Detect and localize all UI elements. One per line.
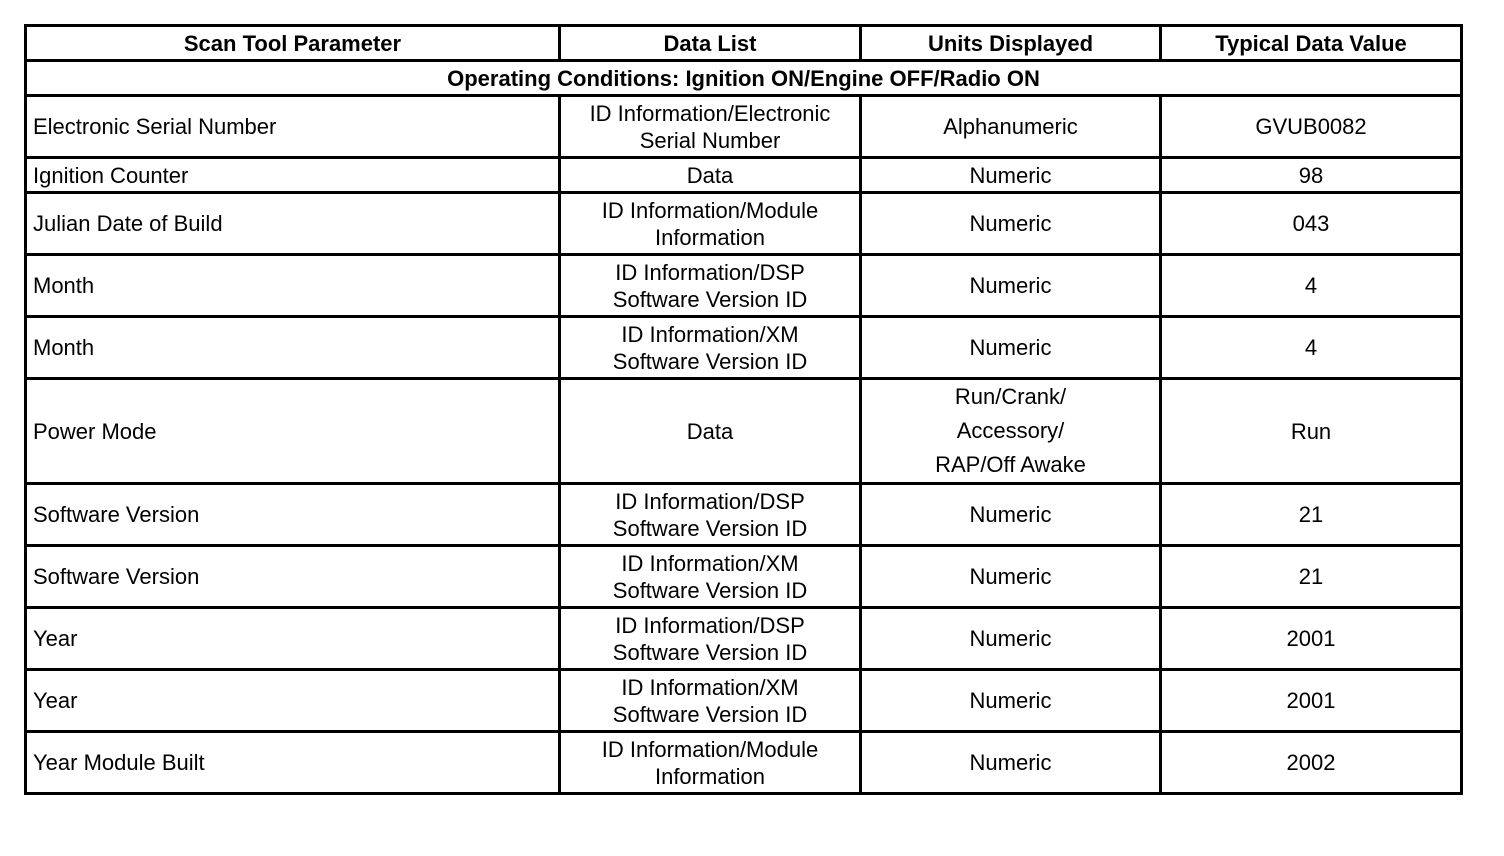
cell-typical-data-value: GVUB0082 — [1161, 96, 1462, 158]
cell-units-displayed — [861, 732, 1161, 794]
data-list-line: Information — [654, 763, 766, 789]
data-list-line: Software Version ID — [612, 515, 808, 541]
data-list-line: ID Information/XM — [621, 674, 799, 700]
table-row — [26, 546, 1462, 608]
table-row — [26, 96, 1462, 158]
units-line: Accessory/ — [956, 418, 1065, 443]
data-list-line: ID Information/Electronic — [589, 100, 831, 126]
table-row — [26, 193, 1462, 255]
cell-scan-tool-parameter: Julian Date of Build — [26, 193, 560, 255]
table-row — [26, 732, 1462, 794]
cell-scan-tool-parameter: Year — [26, 670, 560, 732]
table-row — [26, 158, 1462, 193]
data-list-line: ID Information/XM — [621, 550, 799, 576]
cell-typical-data-value: 21 — [1161, 546, 1462, 608]
data-list-line: ID Information/DSP — [615, 612, 805, 638]
cell-data-list — [560, 379, 861, 484]
cell-data-list — [560, 732, 861, 794]
units-line: Numeric — [969, 273, 1052, 298]
operating-conditions-row — [26, 61, 1462, 96]
cell-data-list — [560, 317, 861, 379]
cell-data-list — [560, 255, 861, 317]
cell-scan-tool-parameter: Ignition Counter — [26, 158, 560, 193]
table-row — [26, 255, 1462, 317]
units-line: Run/Crank/ — [954, 384, 1067, 409]
cell-data-list — [560, 158, 861, 193]
cell-scan-tool-parameter: Month — [26, 255, 560, 317]
data-list-line: Software Version ID — [612, 577, 808, 603]
units-line: Numeric — [969, 335, 1052, 360]
table-row — [26, 484, 1462, 546]
cell-typical-data-value: 2002 — [1161, 732, 1462, 794]
data-list-line: Data — [686, 162, 734, 188]
cell-typical-data-value: 21 — [1161, 484, 1462, 546]
cell-units-displayed — [861, 670, 1161, 732]
units-line: Numeric — [969, 688, 1052, 713]
data-list-line: Serial Number — [639, 127, 781, 153]
units-line: Numeric — [969, 162, 1052, 188]
cell-units-displayed — [861, 484, 1161, 546]
units-line: RAP/Off Awake — [935, 452, 1086, 477]
data-list-line: ID Information/XM — [621, 321, 799, 347]
cell-typical-data-value: 4 — [1161, 317, 1462, 379]
cell-units-displayed — [861, 255, 1161, 317]
units-line: Alphanumeric — [943, 114, 1078, 139]
cell-units-displayed — [861, 546, 1161, 608]
header-scan-tool-parameter: Scan Tool Parameter — [26, 26, 560, 61]
data-list-line: Software Version ID — [612, 348, 808, 374]
cell-scan-tool-parameter: Month — [26, 317, 560, 379]
cell-data-list — [560, 96, 861, 158]
cell-typical-data-value: 043 — [1161, 193, 1462, 255]
units-line: Numeric — [969, 750, 1052, 775]
data-list-line: Software Version ID — [612, 286, 808, 312]
cell-typical-data-value: Run — [1161, 379, 1462, 484]
cell-data-list — [560, 193, 861, 255]
cell-scan-tool-parameter: Power Mode — [26, 379, 560, 484]
cell-typical-data-value: 4 — [1161, 255, 1462, 317]
units-line: Numeric — [969, 564, 1052, 589]
cell-typical-data-value: 2001 — [1161, 670, 1462, 732]
header-units-displayed: Units Displayed — [861, 26, 1161, 61]
cell-units-displayed — [861, 193, 1161, 255]
cell-data-list — [560, 484, 861, 546]
cell-scan-tool-parameter: Year Module Built — [26, 732, 560, 794]
scan-tool-data-table — [24, 24, 1463, 795]
table-row — [26, 608, 1462, 670]
operating-conditions: Operating Conditions: Ignition ON/Engine OFF/Radio ON — [26, 61, 1462, 96]
cell-units-displayed — [861, 96, 1161, 158]
data-list-line: Software Version ID — [612, 639, 808, 665]
data-list-line: ID Information/Module — [601, 197, 819, 223]
data-list-line: Information — [654, 224, 766, 250]
data-list-line: Data — [686, 418, 734, 444]
units-line: Numeric — [969, 626, 1052, 651]
header-typical-data-value: Typical Data Value — [1161, 26, 1462, 61]
cell-units-displayed — [861, 379, 1161, 484]
cell-units-displayed — [861, 158, 1161, 193]
data-list-line: ID Information/DSP — [615, 488, 805, 514]
cell-data-list — [560, 608, 861, 670]
data-list-line: Software Version ID — [612, 701, 808, 727]
cell-units-displayed — [861, 608, 1161, 670]
data-list-line: ID Information/Module — [601, 736, 819, 762]
header-row — [26, 26, 1462, 61]
cell-data-list — [560, 546, 861, 608]
table-row — [26, 670, 1462, 732]
data-list-line: ID Information/DSP — [615, 259, 805, 285]
units-line: Numeric — [969, 211, 1052, 236]
cell-scan-tool-parameter: Electronic Serial Number — [26, 96, 560, 158]
header-data-list: Data List — [560, 26, 861, 61]
cell-typical-data-value: 98 — [1161, 158, 1462, 193]
cell-data-list — [560, 670, 861, 732]
table-row — [26, 379, 1462, 484]
cell-scan-tool-parameter: Software Version — [26, 546, 560, 608]
table-row — [26, 317, 1462, 379]
cell-typical-data-value: 2001 — [1161, 608, 1462, 670]
units-line: Numeric — [969, 502, 1052, 527]
cell-units-displayed — [861, 317, 1161, 379]
cell-scan-tool-parameter: Software Version — [26, 484, 560, 546]
cell-scan-tool-parameter: Year — [26, 608, 560, 670]
